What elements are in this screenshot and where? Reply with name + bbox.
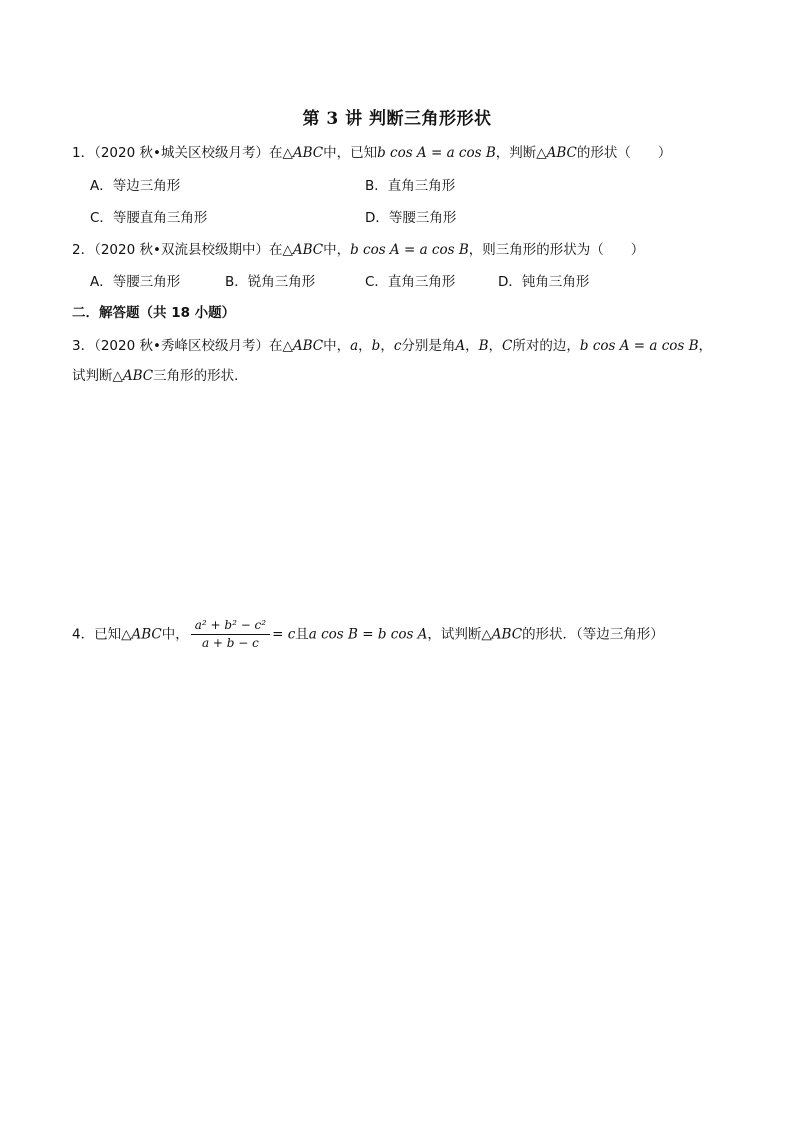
q1-tail: 的形状（ ）: [576, 145, 672, 161]
section-heading: 二．解答题（共 18 小题）: [72, 305, 236, 321]
q1-triangle-2: △ABC: [536, 145, 577, 161]
q4-mid: 中，: [161, 626, 189, 643]
q4-fraction: [191, 618, 270, 651]
q1-mid2: ，判断: [495, 145, 537, 161]
question-1-stem: [72, 143, 671, 163]
q4-and: 且: [295, 626, 309, 643]
q3-angle-a: A: [455, 338, 466, 354]
question-3-line-2: [72, 366, 248, 386]
q3-side-c: c: [393, 338, 402, 354]
q2-triangle: △ABC: [282, 242, 324, 258]
q1-option-c: C．等腰直角三角形: [90, 210, 208, 226]
q1-option-a: A．等边三角形: [90, 178, 181, 194]
q3-mid: 中，: [323, 338, 351, 354]
q1-mid1: 中，已知: [323, 145, 378, 161]
question-2-stem: [72, 240, 644, 260]
q3-angle-c: C: [502, 338, 513, 354]
q4-equation-2: a cos B = b cos A: [308, 626, 428, 643]
q4-fraction-denominator: a + b − c: [201, 636, 259, 650]
q3-sep3: ，: [465, 338, 479, 354]
q4-equals-c: = c: [272, 626, 296, 643]
q2-prefix: 2．（2020 秋•双流县校级期中）在: [72, 242, 283, 258]
q2-option-b: B．锐角三角形: [225, 274, 316, 290]
q3-side-b: b: [371, 338, 381, 354]
q1-option-b: B．直角三角形: [365, 178, 456, 194]
q3-triangle-2: △ABC: [112, 368, 154, 384]
q4-prefix: 4．已知: [72, 626, 122, 643]
q2-mid: 中，: [323, 242, 351, 258]
q2-option-d: D．钝角三角形: [498, 274, 590, 290]
q1-option-d: D．等腰三角形: [365, 210, 457, 226]
q1-equation: b cos A = a cos B: [377, 145, 496, 161]
q4-triangle-2: △ABC: [481, 626, 523, 643]
q1-triangle: △ABC: [282, 145, 324, 161]
q3-text1: 分别是角: [401, 338, 456, 354]
q4-text: ，试判断: [427, 626, 482, 643]
q4-triangle: △ABC: [121, 626, 162, 643]
q3-angle-b: B: [478, 338, 489, 354]
q2-option-a: A．等腰三角形: [90, 274, 181, 290]
q3-side-a: a: [350, 338, 359, 354]
q3-equation: b cos A = a cos B: [579, 338, 699, 354]
question-4-stem: [72, 618, 664, 651]
q3-sep1: ，: [358, 338, 372, 354]
q4-fraction-numerator: a² + b² − c²: [191, 618, 270, 635]
q1-prefix: 1．（2020 秋•城关区校级月考）在: [72, 145, 283, 161]
q3-triangle: △ABC: [282, 338, 324, 354]
q2-option-c: C．直角三角形: [365, 274, 456, 290]
q2-tail: ，则三角形的形状为（ ）: [468, 242, 645, 258]
q3-end1: ，: [698, 338, 713, 354]
q3-prefix: 3．（2020 秋•秀峰区校级月考）在: [72, 338, 283, 354]
page-title: 第 3 讲 判断三角形形状: [302, 109, 492, 129]
q2-equation: b cos A = a cos B: [350, 242, 469, 258]
q4-tail: 的形状．（等边三角形）: [522, 626, 664, 643]
q3-sep4: ，: [488, 338, 503, 354]
q3-line2-a: 试判断: [72, 368, 113, 384]
question-3-stem: [72, 336, 712, 356]
q3-sep2: ，: [380, 338, 394, 354]
q3-line2-b: 三角形的形状．: [153, 368, 248, 384]
q3-text2: 所对的边，: [512, 338, 580, 354]
